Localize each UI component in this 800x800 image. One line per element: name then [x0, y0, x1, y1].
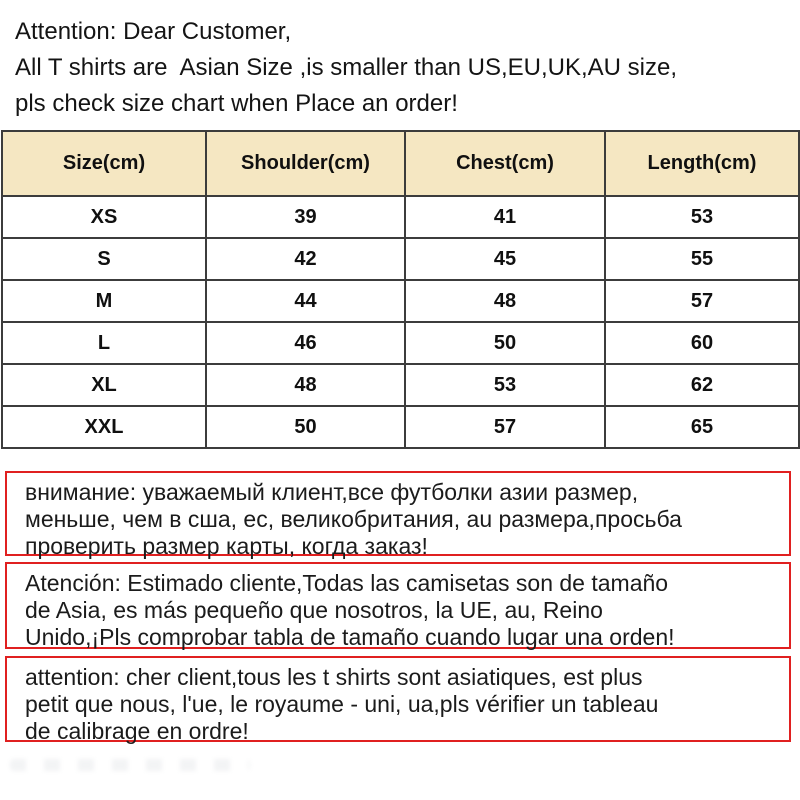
english-notice-line-2: All T shirts are Asian Size ,is smaller than US,EU,UK,AU size,: [15, 54, 678, 81]
cell-shoulder: 42: [206, 238, 405, 280]
cell-size: XS: [2, 196, 206, 238]
cell-chest: 53: [405, 364, 605, 406]
spanish-warning-line-1: Atención: Estimado cliente,Todas las camisetas son de tamaño: [25, 570, 669, 596]
cell-length: 53: [605, 196, 799, 238]
column-header-size: Size(cm): [2, 131, 206, 196]
cell-size: S: [2, 238, 206, 280]
cell-chest: 57: [405, 406, 605, 448]
english-notice-line-3: pls check size chart when Place an order!: [15, 90, 458, 117]
table-row-xl: [2, 364, 799, 406]
french-warning-line-1: attention: cher client,tous les t shirts sont asiatiques, est plus: [25, 664, 643, 690]
english-notice-line-1: Attention: Dear Customer,: [15, 18, 292, 45]
table-row-s: [2, 238, 799, 280]
cell-length: 65: [605, 406, 799, 448]
watermark-smudge: [10, 759, 250, 771]
cell-shoulder: 39: [206, 196, 405, 238]
french-warning-line-2: petit que nous, l'ue, le royaume - uni, ua,pls vérifier un tableau: [25, 691, 659, 717]
size-table-header-row: [2, 131, 799, 196]
french-warning-line-3: de calibrage en ordre!: [25, 718, 249, 744]
table-row-xxl: [2, 406, 799, 448]
cell-size: XL: [2, 364, 206, 406]
cell-size: M: [2, 280, 206, 322]
table-row-m: [2, 280, 799, 322]
table-row-xs: [2, 196, 799, 238]
warning-box-french: [5, 656, 791, 742]
cell-shoulder: 50: [206, 406, 405, 448]
cell-chest: 48: [405, 280, 605, 322]
cell-shoulder: 46: [206, 322, 405, 364]
spanish-warning-line-3: Unido,¡Pls comprobar tabla de tamaño cuando lugar una orden!: [25, 624, 675, 650]
column-header-shoulder: Shoulder(cm): [206, 131, 405, 196]
cell-length: 55: [605, 238, 799, 280]
cell-length: 60: [605, 322, 799, 364]
cell-shoulder: 44: [206, 280, 405, 322]
column-header-length: Length(cm): [605, 131, 799, 196]
cell-chest: 41: [405, 196, 605, 238]
spanish-warning-line-2: de Asia, es más pequeño que nosotros, la UE, au, Reino: [25, 597, 603, 623]
russian-warning-line-3: проверить размер карты, когда заказ!: [25, 533, 428, 559]
english-notice: [15, 14, 677, 122]
cell-chest: 45: [405, 238, 605, 280]
cell-length: 57: [605, 280, 799, 322]
size-table: [1, 130, 800, 449]
cell-size: L: [2, 322, 206, 364]
russian-warning-line-1: внимание: уважаемый клиент,все футболки азии размер,: [25, 479, 639, 505]
russian-warning-line-2: меньше, чем в сша, ес, великобритания, au размера,просьба: [25, 506, 682, 532]
column-header-chest: Chest(cm): [405, 131, 605, 196]
warning-box-russian: [5, 471, 791, 559]
table-row-l: [2, 322, 799, 364]
warning-box-spanish: [5, 562, 791, 649]
cell-shoulder: 48: [206, 364, 405, 406]
cell-size: XXL: [2, 406, 206, 448]
cell-chest: 50: [405, 322, 605, 364]
cell-length: 62: [605, 364, 799, 406]
